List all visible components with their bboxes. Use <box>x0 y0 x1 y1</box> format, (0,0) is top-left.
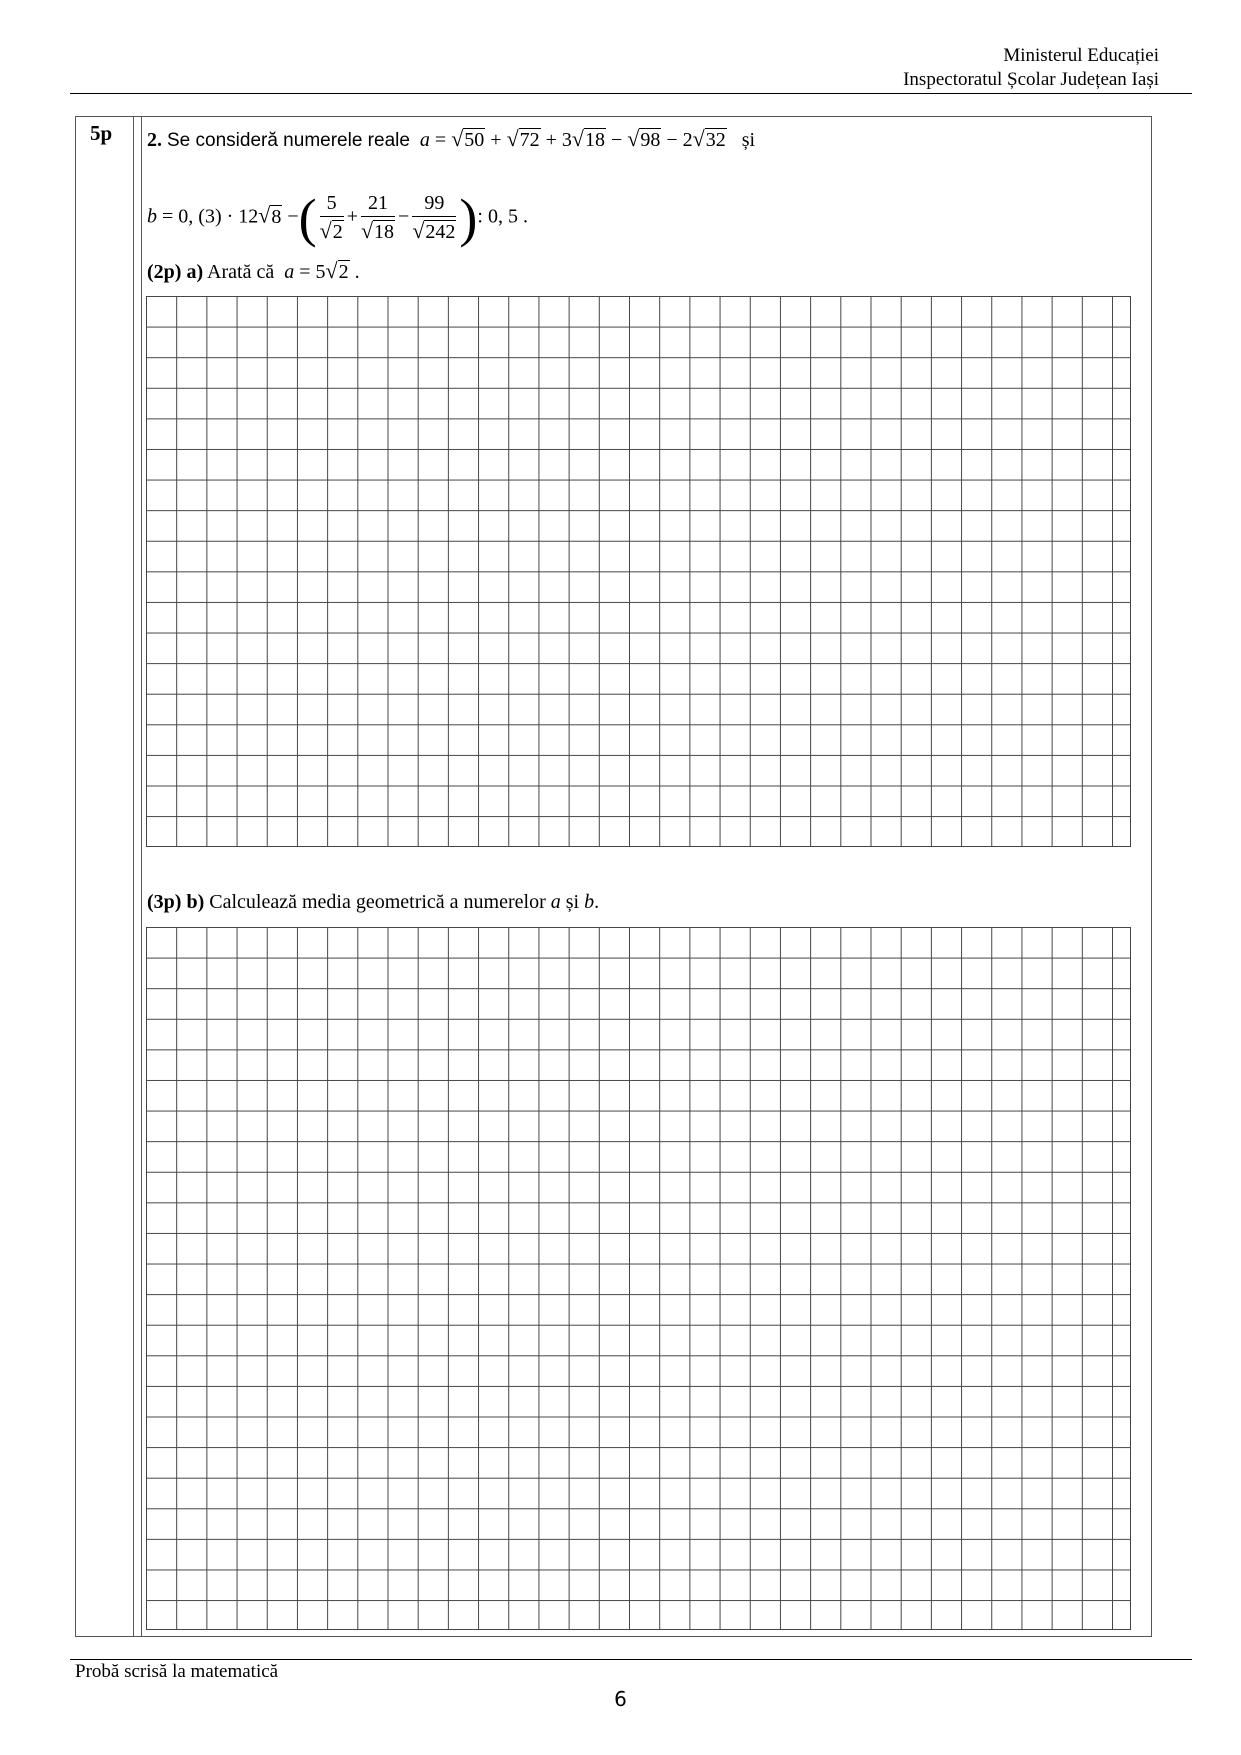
radicand-8: 8 <box>271 205 282 228</box>
header-inspectorate: Inspectoratul Școlar Județean Iași <box>903 69 1159 90</box>
part-b-label: b) <box>186 891 205 913</box>
part-a-label: a) <box>186 261 204 283</box>
part-a-var: a <box>284 261 295 283</box>
fraction-1: $\frac{5}{√2}$ <box>319 192 343 243</box>
problem-statement-line2: b = 0, (3) · 12√8 −( $\frac{5}{√2}$ + $\frac{21}{√18}$ − $\frac{99}{√242}$ ): 0, 5 . <box>147 188 528 248</box>
header-ministry: Ministerul Educației <box>1003 45 1159 66</box>
problem-statement-line1: 2. Se consideră numerele reale a = √50 + √72 + 3√18 − √98 − 2√32 și <box>147 126 756 151</box>
fraction-2: $\frac{21}{√18}$ <box>360 192 395 243</box>
part-b-var-a: a <box>550 891 561 913</box>
points-column-divider <box>133 116 134 1637</box>
problem-intro: Se consideră numerele reale <box>167 130 410 151</box>
equals-sign: = <box>434 129 447 151</box>
var-b: b <box>147 205 157 228</box>
part-a-text: Arată că <box>207 261 275 283</box>
footer-rule <box>70 1659 1192 1660</box>
radicand-18: 18 <box>585 129 605 151</box>
part-a-dot: . <box>354 261 360 283</box>
part-b-statement <box>147 890 599 914</box>
part-b-si: și <box>565 891 580 913</box>
equals-sign-b: = <box>162 205 174 228</box>
part-b-points: (3p) <box>147 891 182 913</box>
radicand-32: 32 <box>705 129 726 151</box>
header-rule <box>70 93 1192 94</box>
radicand-72: 72 <box>519 129 540 151</box>
part-a-coef: 5 <box>315 261 326 283</box>
conjunction-si: și <box>741 129 756 151</box>
part-a-radicand: 2 <box>338 261 349 283</box>
answer-grid-b[interactable] <box>146 927 1131 1630</box>
b-prefix: 0, (3) · 12 <box>178 205 259 228</box>
coef-2: 2 <box>682 129 693 151</box>
points-column-divider-inner <box>141 116 142 1637</box>
b-suffix: : 0, 5 . <box>477 205 528 228</box>
radicand-50: 50 <box>464 129 485 151</box>
page-number: 6 <box>614 1687 627 1711</box>
radicand-98: 98 <box>640 129 661 151</box>
part-b-text: Calculează media geometrică a numerelor <box>209 891 546 913</box>
answer-grid-a[interactable] <box>146 296 1131 847</box>
fraction-3: $\frac{99}{√242}$ <box>412 192 456 243</box>
problem-number: 2. <box>147 129 162 151</box>
coef-3: 3 <box>561 129 572 151</box>
part-a-statement: (2p) a) Arată că a = 5√2 . <box>147 258 360 283</box>
part-a-points: (2p) <box>147 261 182 283</box>
part-b-dot: . <box>594 891 600 913</box>
var-a: a <box>419 129 430 151</box>
part-b-var-b: b <box>584 891 595 913</box>
footer-text: Probă scrisă la matematică <box>75 1661 279 1682</box>
part-a-equals: = <box>299 261 311 283</box>
problem-points: 5p <box>90 121 113 145</box>
